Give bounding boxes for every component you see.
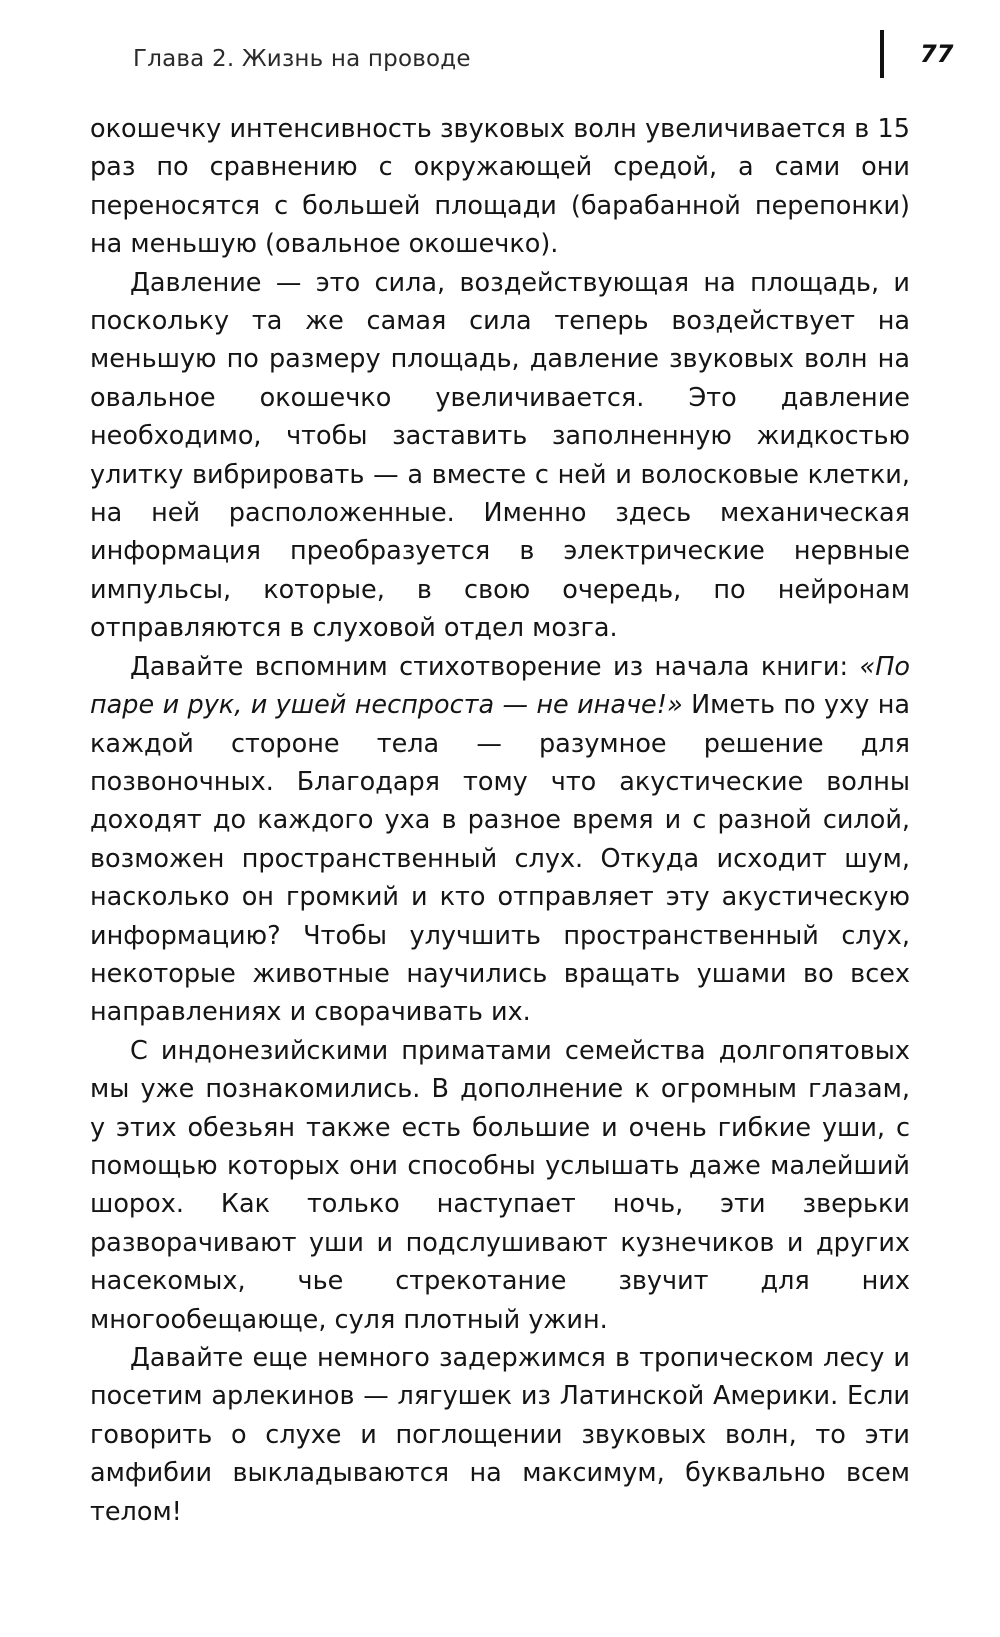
paragraph-1: окошечку интенсивность звуковых волн увеличивается в 15 раз по сравнению с окружающей средой, а сами они переносятся с большей площади (барабанной перепонки) на меньшую (овальное окошечко). — [90, 114, 910, 260]
paragraph-2: Давление — это сила, воздействующая на площадь, и поскольку та же самая сила теперь воздействует на меньшую по размеру площадь, давление звуковых волн на овальное окошечко увеличивается. Это давление необходимо, чтобы заставить заполненную жидкостью улитку вибрировать — а вместе с ней и волосковые клетки, на ней расположенные. Именно здесь механическая информация преобразуется в электрические нервные импульсы, которые, в свою очередь, по нейронам отправляются в слуховой отдел мозга. — [90, 267, 910, 644]
paragraph-5: Давайте еще немного задержимся в тропическом лесу и посетим арлекинов — лягушек из Латинской Америки. Если говорить о слухе и поглощении звуковых волн, то эти амфибии выкладываются на максимум, буквально всем телом! — [90, 1343, 910, 1527]
paragraph-3-lead: Давайте вспомним стихотворение из начала книги: — [130, 651, 860, 682]
header-divider — [880, 30, 884, 78]
running-head: Глава 2. Жизнь на проводе — [133, 46, 471, 72]
body-text — [90, 110, 910, 1531]
paragraph-4: С индонезийскими приматами семейства долгопятовых мы уже познакомились. В дополнение к огромным глазам, у этих обезьян также есть большие и очень гибкие уши, с помощью которых они способны услышать даже малейший шорох. Как только наступает ночь, эти зверьки разворачивают уши и подслушивают кузнечиков и других насекомых, чье стрекотание звучит для них многообещающе, суля плотный ужин. — [90, 1035, 910, 1335]
page-number: 77 — [920, 40, 954, 68]
paragraph-3 — [90, 648, 910, 1032]
poem-quote: «По паре и рук, и ушей неспроста — не иначе!» — [90, 651, 910, 721]
paragraph-3-rest: Иметь по уху на каждой стороне тела — разумное решение для позвоночных. Благодаря тому что акустические волны доходят до каждого уха в разное время и с разной силой, возможен пространственный слух. Откуда исходит шум, насколько он громкий и кто отправляет эту акустическую информацию? Чтобы улучшить пространственный слух, некоторые животные научились вращать ушами во всех направлениях и сворачивать их. — [90, 690, 910, 1028]
